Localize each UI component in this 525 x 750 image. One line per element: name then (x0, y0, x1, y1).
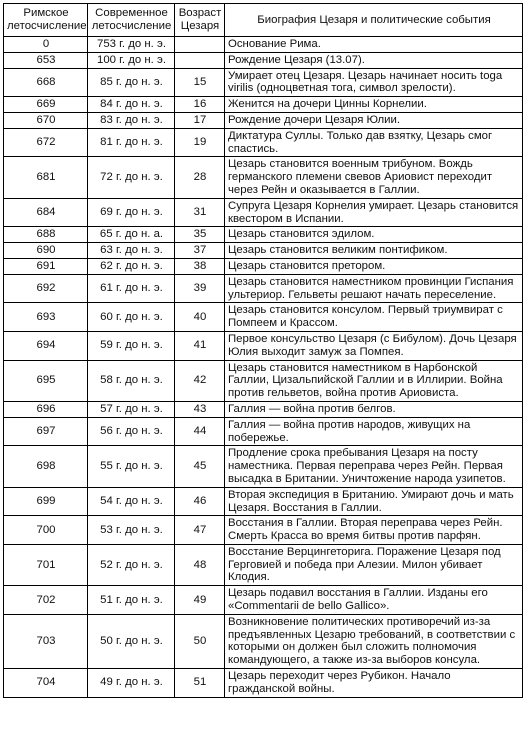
cell-roman-year: 702 (4, 586, 88, 615)
cell-caesar-age: 16 (175, 97, 225, 113)
cell-biography: Супруга Цезаря Корнелия умирает. Цезарь становится квестором в Испании. (225, 198, 523, 227)
cell-biography: Галлия — война против белгов. (225, 401, 523, 417)
cell-modern-year: 62 г. до н. э. (88, 258, 175, 274)
cell-biography: Цезарь становится претором. (225, 258, 523, 274)
cell-modern-year: 51 г. до н. э. (88, 586, 175, 615)
cell-biography: Цезарь становится консулом. Первый триумвират с Помпеем и Крассом. (225, 303, 523, 332)
cell-roman-year: 704 (4, 669, 88, 698)
cell-caesar-age: 46 (175, 487, 225, 516)
cell-roman-year: 695 (4, 360, 88, 401)
cell-biography: Рождение дочери Цезаря Юлии. (225, 112, 523, 128)
cell-caesar-age: 51 (175, 669, 225, 698)
cell-biography: Возникновение политических противоречий из-за предъявленных Цезарю требований, в соответствии с которыми он должен был сложить полномочия командующего, а также из-за выборов консула. (225, 614, 523, 668)
cell-caesar-age: 44 (175, 417, 225, 446)
table-row (4, 331, 523, 360)
cell-roman-year: 694 (4, 331, 88, 360)
cell-biography: Основание Рима. (225, 37, 523, 53)
table-row (4, 401, 523, 417)
cell-roman-year: 703 (4, 614, 88, 668)
table-row (4, 97, 523, 113)
cell-caesar-age: 28 (175, 157, 225, 198)
header-caesar-age: Возраст Цезаря (175, 4, 225, 37)
cell-biography: Диктатура Суллы. Только дав взятку, Цезарь смог спастись. (225, 128, 523, 157)
cell-modern-year: 753 г. до н. э. (88, 37, 175, 53)
table-row (4, 669, 523, 698)
cell-modern-year: 69 г. до н. э. (88, 198, 175, 227)
cell-biography: Цезарь становится великим понтификом. (225, 243, 523, 259)
cell-biography: Цезарь переходит через Рубикон. Начало гражданской войны. (225, 669, 523, 698)
table-row (4, 227, 523, 243)
cell-caesar-age: 19 (175, 128, 225, 157)
table-row (4, 274, 523, 303)
table-row (4, 586, 523, 615)
header-biography: Биография Цезаря и политические события (225, 4, 523, 37)
cell-biography: Умирает отец Цезаря. Цезарь начинает носить toga virilis (одноцветная тога, символ зрелости). (225, 68, 523, 97)
cell-biography: Первое консульство Цезаря (с Бибулом). Дочь Цезаря Юлия выходит замуж за Помпея. (225, 331, 523, 360)
cell-modern-year: 61 г. до н. э. (88, 274, 175, 303)
table-body (4, 37, 523, 698)
cell-caesar-age: 42 (175, 360, 225, 401)
cell-biography: Галлия — война против народов, живущих на побережье. (225, 417, 523, 446)
cell-biography: Цезарь подавил восстания в Галлии. Изданы его «Commentarii de bello Gallico». (225, 586, 523, 615)
cell-modern-year: 53 г. до н. э. (88, 516, 175, 545)
cell-roman-year: 688 (4, 227, 88, 243)
table-row (4, 614, 523, 668)
cell-modern-year: 55 г. до н. э. (88, 446, 175, 487)
cell-modern-year: 63 г. до н. э. (88, 243, 175, 259)
cell-biography: Продление срока пребывания Цезаря на посту наместника. Первая переправа через Рейн. Первая высадка в Британии. Уничтожение народа узипетов. (225, 446, 523, 487)
cell-caesar-age: 17 (175, 112, 225, 128)
cell-caesar-age: 38 (175, 258, 225, 274)
cell-modern-year: 100 г. до н. э. (88, 52, 175, 68)
cell-modern-year: 84 г. до н. э. (88, 97, 175, 113)
table-row (4, 446, 523, 487)
header-roman-year: Римское летосчисление (4, 4, 88, 37)
cell-modern-year: 60 г. до н. э. (88, 303, 175, 332)
cell-biography: Рождение Цезаря (13.07). (225, 52, 523, 68)
cell-caesar-age: 45 (175, 446, 225, 487)
cell-modern-year: 65 г. до н. а. (88, 227, 175, 243)
table-row (4, 37, 523, 53)
cell-caesar-age: 40 (175, 303, 225, 332)
cell-caesar-age: 50 (175, 614, 225, 668)
cell-biography: Цезарь становится наместником в Нарбонской Галлии, Цизальпийской Галлии и в Иллирии. Война против гельветов, война против Ариовиста. (225, 360, 523, 401)
cell-roman-year: 693 (4, 303, 88, 332)
cell-roman-year: 692 (4, 274, 88, 303)
cell-roman-year: 690 (4, 243, 88, 259)
cell-modern-year: 72 г. до н. э. (88, 157, 175, 198)
cell-caesar-age (175, 52, 225, 68)
cell-modern-year: 57 г. до н. э. (88, 401, 175, 417)
cell-modern-year: 50 г. до н. э. (88, 614, 175, 668)
cell-roman-year: 681 (4, 157, 88, 198)
cell-modern-year: 81 г. до н. э. (88, 128, 175, 157)
cell-roman-year: 669 (4, 97, 88, 113)
cell-caesar-age: 39 (175, 274, 225, 303)
cell-caesar-age: 37 (175, 243, 225, 259)
cell-caesar-age: 41 (175, 331, 225, 360)
cell-roman-year: 701 (4, 544, 88, 585)
cell-caesar-age: 47 (175, 516, 225, 545)
cell-caesar-age: 35 (175, 227, 225, 243)
cell-roman-year: 700 (4, 516, 88, 545)
cell-modern-year: 49 г. до н. э. (88, 669, 175, 698)
cell-biography: Восстание Верцингеторига. Поражение Цезаря под Герговией и победа при Алезии. Милон убивает Клодия. (225, 544, 523, 585)
cell-roman-year: 699 (4, 487, 88, 516)
cell-roman-year: 697 (4, 417, 88, 446)
cell-biography: Вторая экспедиция в Британию. Умирают дочь и мать Цезаря. Восстания в Галлии. (225, 487, 523, 516)
table-row (4, 128, 523, 157)
cell-roman-year: 698 (4, 446, 88, 487)
table-header (4, 4, 523, 37)
table-row (4, 487, 523, 516)
cell-modern-year: 59 г. до н. э. (88, 331, 175, 360)
cell-biography: Восстания в Галлии. Вторая переправа через Рейн. Смерть Красса во время битвы против парфян. (225, 516, 523, 545)
table-row (4, 360, 523, 401)
header-row (4, 4, 523, 37)
cell-modern-year: 83 г. до н. э. (88, 112, 175, 128)
cell-caesar-age: 48 (175, 544, 225, 585)
cell-roman-year: 691 (4, 258, 88, 274)
cell-modern-year: 54 г. до н. э. (88, 487, 175, 516)
cell-biography: Женится на дочери Цинны Корнелии. (225, 97, 523, 113)
cell-caesar-age: 31 (175, 198, 225, 227)
table-row (4, 52, 523, 68)
cell-roman-year: 684 (4, 198, 88, 227)
cell-biography: Цезарь становится наместником провинции Гиспания ультериор. Гельветы решают начать переселение. (225, 274, 523, 303)
cell-caesar-age (175, 37, 225, 53)
cell-caesar-age: 43 (175, 401, 225, 417)
cell-biography: Цезарь становится военным трибуном. Вождь германского племени свевов Ариовист переходит через Рейн и оказывается в Галлии. (225, 157, 523, 198)
table-row (4, 68, 523, 97)
table-row (4, 303, 523, 332)
cell-roman-year: 653 (4, 52, 88, 68)
cell-modern-year: 56 г. до н. э. (88, 417, 175, 446)
cell-caesar-age: 15 (175, 68, 225, 97)
cell-roman-year: 668 (4, 68, 88, 97)
chronology-table-container (3, 3, 522, 698)
table-row (4, 198, 523, 227)
cell-modern-year: 85 г. до н. э. (88, 68, 175, 97)
table-row (4, 243, 523, 259)
table-row (4, 112, 523, 128)
table-row (4, 417, 523, 446)
cell-caesar-age: 49 (175, 586, 225, 615)
cell-modern-year: 58 г. до н. э. (88, 360, 175, 401)
cell-roman-year: 0 (4, 37, 88, 53)
table-row (4, 258, 523, 274)
cell-roman-year: 672 (4, 128, 88, 157)
cell-biography: Цезарь становится эдилом. (225, 227, 523, 243)
table-row (4, 157, 523, 198)
cell-roman-year: 670 (4, 112, 88, 128)
caesar-chronology-table (3, 3, 523, 698)
header-modern-year: Современное летосчисление (88, 4, 175, 37)
cell-roman-year: 696 (4, 401, 88, 417)
table-row (4, 544, 523, 585)
cell-modern-year: 52 г. до н. э. (88, 544, 175, 585)
table-row (4, 516, 523, 545)
